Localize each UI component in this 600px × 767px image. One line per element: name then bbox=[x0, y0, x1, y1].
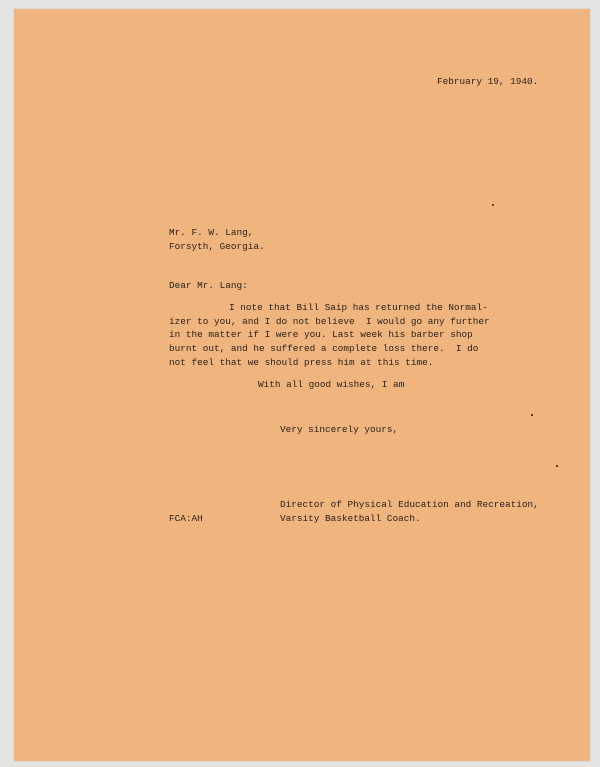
letter-date: February 19, 1940. bbox=[437, 76, 539, 87]
paper-speck bbox=[492, 204, 494, 206]
body-line: not feel that we should press him at this time. bbox=[169, 357, 434, 368]
body-line: burnt out, and he suffered a complete loss there. I do bbox=[169, 343, 479, 354]
signature-title: Director of Physical Education and Recreation, bbox=[280, 499, 539, 510]
body-line: in the matter if I were you. Last week his barber shop bbox=[169, 329, 473, 340]
wishes-line: With all good wishes, I am bbox=[258, 379, 405, 390]
reference-initials: FCA:AH bbox=[169, 513, 203, 524]
closing-line: Very sincerely yours, bbox=[280, 424, 399, 435]
recipient-name: Mr. F. W. Lang, bbox=[169, 227, 254, 238]
salutation: Dear Mr. Lang: bbox=[169, 280, 248, 291]
paper-speck bbox=[531, 414, 533, 416]
recipient-address: Forsyth, Georgia. bbox=[169, 241, 265, 252]
paper-speck bbox=[556, 465, 558, 467]
signature-title: Varsity Basketball Coach. bbox=[280, 513, 421, 524]
letter-page bbox=[14, 9, 590, 761]
body-line: I note that Bill Saip has returned the Normal- bbox=[229, 302, 488, 313]
body-line: izer to you, and I do not believe I would go any further bbox=[169, 316, 490, 327]
